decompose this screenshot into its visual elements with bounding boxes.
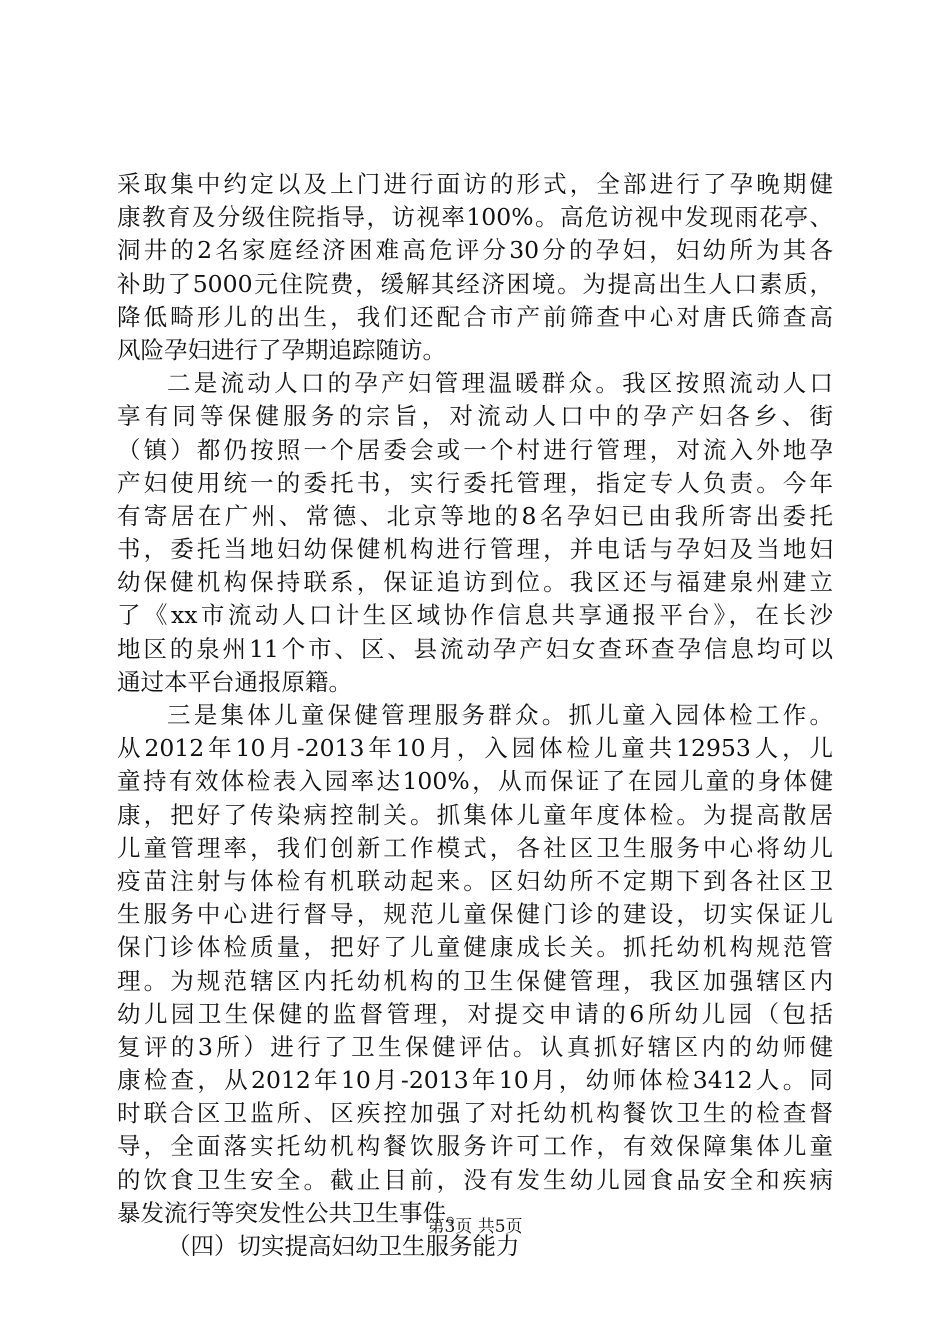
text-line: 产妇使用统一的委托书，实行委托管理，指定专人负责。今年 (117, 468, 833, 497)
text-line: 通过本平台通报原籍。 (117, 667, 352, 696)
text-line: （四）切实提高妇幼卫生服务能力 (167, 1232, 520, 1260)
text-line: 二是流动人口的孕产妇管理温暖群众。我区按照流动人口 (167, 369, 833, 398)
text-line: 暴发流行等突发性公共卫生事件。 (117, 1198, 470, 1227)
text-line: （镇）都仍按照一个居委会或一个村进行管理，对流入外地孕 (117, 435, 833, 464)
text-line: 康检查，从2012年10月-2013年10月，幼师体检3412人。同 (117, 1066, 833, 1095)
document-body (117, 168, 833, 1263)
text-line: 有寄居在广州、常德、北京等地的8名孕妇已由我所寄出委托 (117, 501, 833, 530)
text-line: 书，委托当地妇幼保健机构进行管理，并电话与孕妇及当地妇 (117, 535, 833, 564)
text-line: 地区的泉州11个市、区、县流动孕产妇女查环查孕信息均可以 (117, 634, 833, 663)
text-line: 享有同等保健服务的宗旨，对流动人口中的孕产妇各乡、街 (117, 402, 833, 431)
text-line: 补助了5000元住院费，缓解其经济困境。为提高出生人口素质， (117, 269, 833, 298)
text-line: 幼儿园卫生保健的监督管理，对提交申请的6所幼儿园（包括 (117, 999, 833, 1028)
text-line: 三是集体儿童保健管理服务群众。抓儿童入园体检工作。 (167, 701, 833, 729)
text-line: 理。为规范辖区内托幼机构的卫生保健管理，我区加强辖区内 (117, 966, 833, 995)
text-line: 幼保健机构保持联系，保证追访到位。我区还与福建泉州建立 (117, 568, 833, 597)
text-line: 童持有效体检表入园率达100%，从而保证了在园儿童的身体健 (117, 767, 833, 796)
text-line: 洞井的2名家庭经济困难高危评分30分的孕妇，妇幼所为其各 (117, 236, 833, 265)
text-line: 降低畸形儿的出生，我们还配合市产前筛查中心对唐氏筛查高 (117, 302, 833, 331)
text-line: 生服务中心进行督导，规范儿童保健门诊的建设，切实保证儿 (117, 900, 833, 929)
text-line: 疫苗注射与体检有机联动起来。区妇幼所不定期下到各社区卫 (117, 866, 833, 895)
text-line: 风险孕妇进行了孕期追踪随访。 (117, 335, 446, 364)
page-footer: 第3页 共5页 (427, 1217, 523, 1237)
text-line: 导，全面落实托幼机构餐饮服务许可工作，有效保障集体儿童 (117, 1132, 833, 1161)
text-line: 儿童管理率，我们创新工作模式，各社区卫生服务中心将幼儿 (117, 833, 833, 862)
text-line: 从2012年10月-2013年10月，入园体检儿童共12953人，儿 (117, 734, 833, 763)
text-line: 的饮食卫生安全。截止目前，没有发生幼儿园食品安全和疾病 (117, 1165, 833, 1194)
text-line: 康教育及分级住院指导，访视率100%。高危访视中发现雨花亭、 (117, 203, 833, 232)
text-line: 时联合区卫监所、区疾控加强了对托幼机构餐饮卫生的检查督 (117, 1099, 833, 1128)
text-line: 保门诊体检质量，把好了儿童健康成长关。抓托幼机构规范管 (117, 933, 833, 962)
text-line: 采取集中约定以及上门进行面访的形式，全部进行了孕晚期健 (117, 170, 833, 198)
text-line: 复评的3所）进行了卫生保健评估。认真抓好辖区内的幼师健 (117, 1032, 833, 1061)
text-line: 康，把好了传染病控制关。抓集体儿童年度体检。为提高散居 (117, 800, 833, 829)
text-line: 了《xx市流动人口计生区域协作信息共享通报平台》，在长沙 (117, 601, 833, 630)
